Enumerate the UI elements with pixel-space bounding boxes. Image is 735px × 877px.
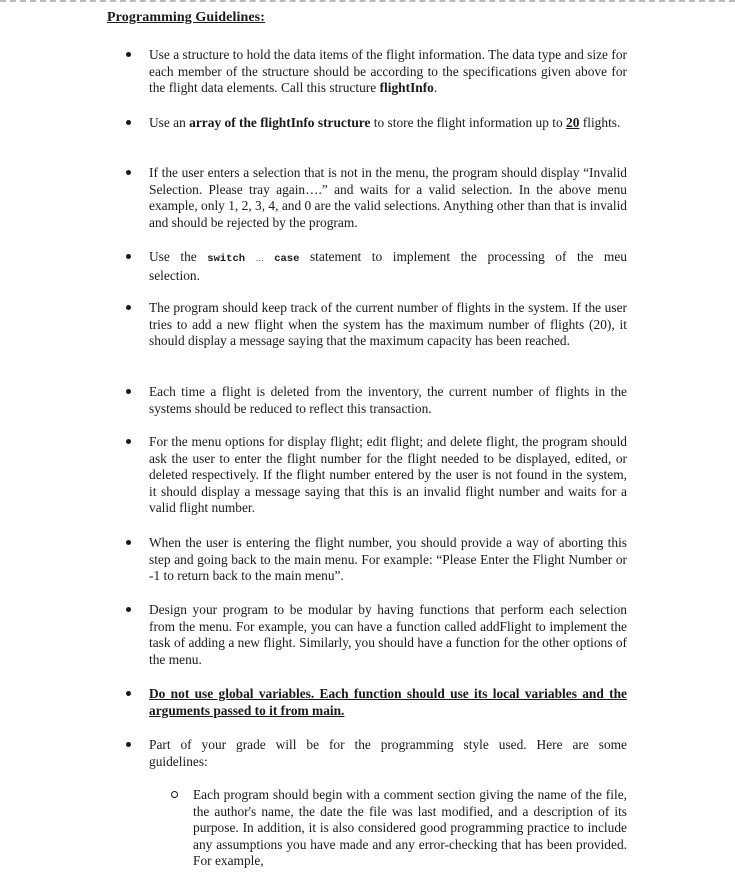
guideline-text: Use a structure to hold the data items of the flight information. The data type and size for each member of the structure should be according to the specifications given above for the flight data elements. Call this structure: [149, 47, 627, 96]
guideline-text-end: flights.: [579, 115, 621, 130]
guideline-array: [149, 115, 627, 132]
guideline-abort-entry: [149, 535, 627, 585]
guideline-text-end: statement to implement the processing of the meu selection.: [149, 249, 627, 283]
ellipsis-glyph: …: [255, 254, 264, 263]
bullet-icon: [126, 540, 131, 545]
bullet-icon: [126, 439, 131, 444]
max-flights-number: 20: [566, 115, 580, 130]
hollow-bullet-icon: [171, 791, 178, 798]
guideline-text-end: .: [433, 80, 438, 96]
subguideline-text: Each program should begin with a comment section giving the name of the file, the author's name, the date the file was last modified, and a description of its purpose. In addition, it is also considered good programming practice to include any assumptions you have made and any error-checking that has been provided. For example,: [193, 787, 627, 869]
guideline-text: If the user enters a selection that is not in the menu, the program should display “Invalid Selection. Please tray again….” and waits for a valid selection. In the above menu example, only 1, 2, 3, 4, and 0 are the valid selections. Anything other than that is invalid and should be rejected by the program.: [149, 165, 627, 230]
guideline-flight-number-lookup: [149, 434, 627, 517]
guideline-modular-design: [149, 602, 627, 668]
code-keyword-case: case: [274, 253, 300, 265]
guideline-text: The program should keep track of the current number of flights in the system. If the user tries to add a new flight when the system has the maximum number of flights (20), it should display a message saying that the maximum capacity has been reached.: [149, 300, 627, 349]
guideline-no-globals: [149, 686, 627, 719]
guideline-structure: [149, 47, 627, 97]
guideline-invalid-selection: [149, 165, 627, 231]
guideline-text: Part of your grade will be for the programming style used. Here are some guidelines:: [149, 737, 627, 769]
bullet-icon: [126, 742, 131, 747]
guideline-bold-text: flightInfo: [379, 80, 434, 96]
guideline-programming-style: [149, 737, 627, 770]
bullet-icon: [126, 120, 131, 125]
code-keyword-switch: switch: [207, 253, 246, 265]
guideline-switch-case: [149, 249, 627, 284]
guideline-text: Each time a flight is deleted from the inventory, the current number of flights in the systems should be reduced to reflect this transaction.: [149, 384, 627, 416]
guideline-text: Design your program to be modular by having functions that perform each selection from the menu. For example, you can have a function called addFlight to implement the task of adding a new flight. Similarly, you should have a function for the other options of the menu.: [149, 602, 627, 667]
subguideline-header-comment: [193, 787, 627, 870]
bullet-icon: [126, 52, 131, 57]
guideline-text: Use an: [149, 115, 190, 130]
bullet-icon: [126, 254, 131, 259]
page-top-border: [0, 0, 735, 2]
bullet-icon: [126, 691, 131, 696]
guideline-text: For the menu options for display flight; edit flight; and delete flight, the program should ask the user to enter the flight number for the flight needed to be displayed, edited, or deleted respectively. If the flight number entered by the user is not found in the system, it should display a message saying that this is an invalid flight number and waits for a valid flight number.: [149, 434, 627, 516]
bullet-icon: [126, 389, 131, 394]
bullet-icon: [126, 170, 131, 175]
bullet-icon: [126, 607, 131, 612]
guideline-bold-text: Do not use global variables. Each function should use its local variables and the arguments passed to it from main.: [149, 686, 627, 718]
bullet-icon: [126, 305, 131, 310]
guideline-text-mid: to store the flight information up to: [370, 115, 567, 130]
guideline-track-count: [149, 300, 627, 350]
guideline-delete-count: [149, 384, 627, 417]
section-heading: Programming Guidelines:: [107, 10, 265, 25]
guideline-bold-text: array of the flightInfo structure: [189, 115, 371, 130]
guideline-text: Use the: [149, 249, 208, 264]
guideline-text: When the user is entering the flight number, you should provide a way of aborting this step and going back to the main menu. For example: “Please Enter the Flight Number or -1 to return back to the main menu”.: [149, 535, 627, 584]
